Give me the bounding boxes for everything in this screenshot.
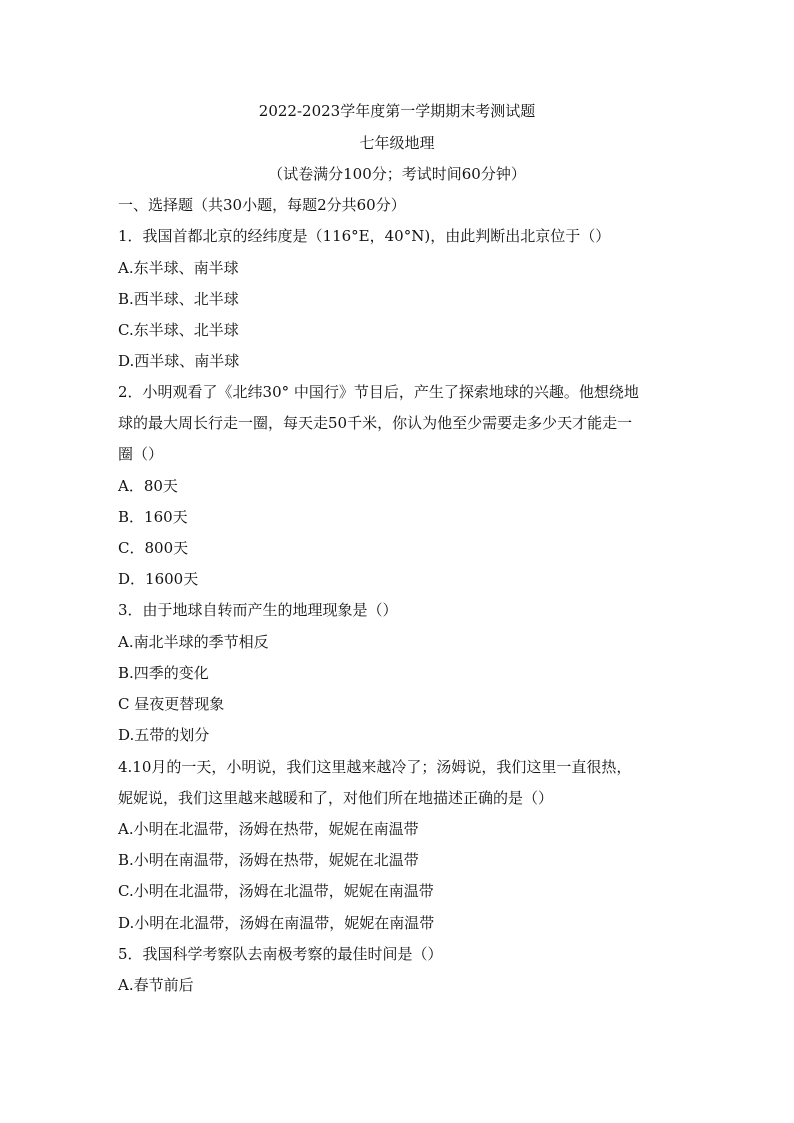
question-3-stem: 3．由于地球自转而产生的地理现象是（） (118, 601, 398, 619)
question-3-option-a: A.南北半球的季节相反 (118, 633, 269, 651)
question-4-option-a: A.小明在北温带，汤姆在热带，妮妮在南温带 (118, 820, 419, 838)
question-2-stem-line-2: 球的最大周长行走一圈，每天走50千米，你认为他至少需要走多少天才能走一 (118, 414, 633, 432)
section-heading: 一、选择题（共30小题，每题2分共60分） (118, 196, 406, 214)
question-5-stem: 5．我国科学考察队去南极考察的最佳时间是（） (118, 945, 443, 963)
question-3-option-c: C 昼夜更替现象 (118, 695, 225, 713)
question-1-stem: 1．我国首都北京的经纬度是（116°E，40°N)，由此判断出北京位于（） (118, 227, 611, 245)
question-1-option-c: C.东半球、北半球 (118, 321, 239, 339)
exam-subtitle: 七年级地理 (359, 134, 435, 152)
question-1-option-b: B.西半球、北半球 (118, 290, 239, 308)
question-2-option-d: D．1600天 (118, 570, 199, 588)
question-2-option-c: C．800天 (118, 539, 189, 557)
question-4-option-c: C.小明在北温带，汤姆在北温带，妮妮在南温带 (118, 882, 434, 900)
exam-info: （试卷满分100分；考试时间60分钟） (268, 165, 526, 183)
question-4-option-d: D.小明在北温带，汤姆在南温带，妮妮在南温带 (118, 914, 435, 932)
question-4-stem-line-2: 妮妮说，我们这里越来越暖和了，对他们所在地描述正确的是（） (118, 789, 554, 807)
question-4-option-b: B.小明在南温带，汤姆在热带，妮妮在北温带 (118, 851, 419, 869)
question-4-stem-line-1: 4.10月的一天，小明说，我们这里越来越冷了；汤姆说，我们这里一直很热， (118, 758, 632, 776)
question-2-option-a: A．80天 (118, 477, 178, 495)
question-2-option-b: B．160天 (118, 508, 188, 526)
exam-title: 2022-2023学年度第一学期期末考测试题 (258, 102, 536, 120)
question-1-option-a: A.东半球、南半球 (118, 259, 239, 277)
question-5-option-a: A.春节前后 (118, 976, 194, 994)
question-2-stem-line-3: 圈（） (118, 445, 164, 463)
question-1-option-d: D.西半球、南半球 (118, 352, 240, 370)
question-2-stem-line-1: 2．小明观看了《北纬30° 中国行》节目后，产生了探索地球的兴趣。他想绕地 (118, 383, 639, 401)
question-3-option-d: D.五带的划分 (118, 726, 210, 744)
question-3-option-b: B.四季的变化 (118, 664, 209, 682)
